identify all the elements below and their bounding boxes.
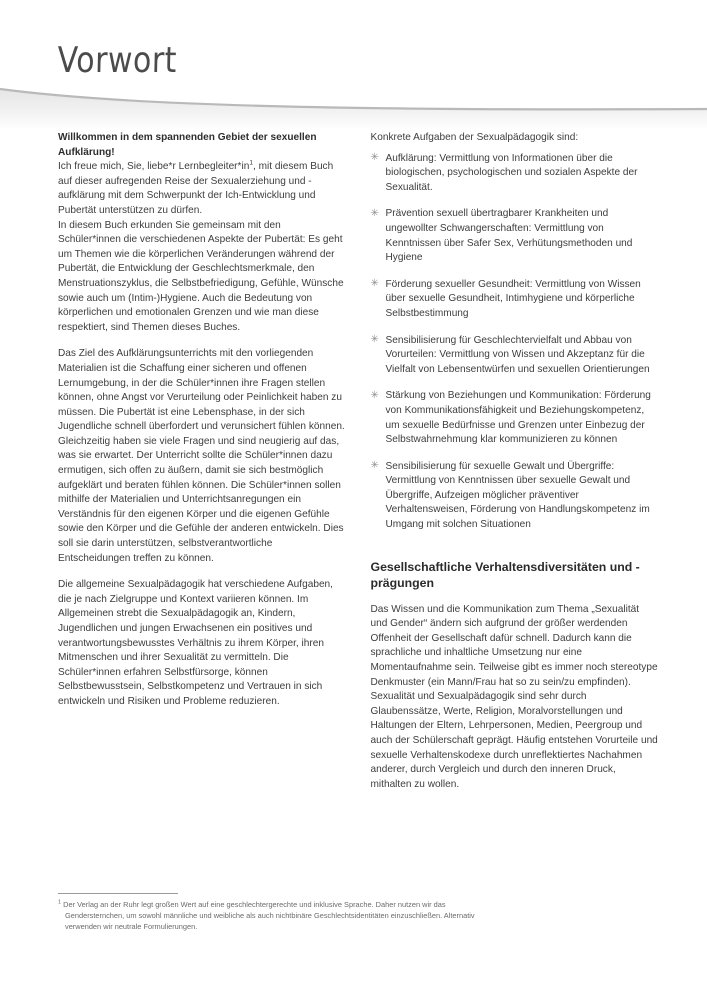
page-title: Vorwort [57,40,178,82]
section-paragraph: Das Wissen und die Kommunikation zum Thema „Sexualität und Gender“ ändern sich aufgrund der größer werdenden Offenheit der Gesellschaft dafür schnell. Dadurch kann die sprachliche und inhaltliche Umsetzung nur eine Momentaufnahme sein. Teilweise gibt es immer noch stereotype Denkmuster (ein Mann/Frau hat so zu sein/zu empfinden). Sexualität und Sexualpädagogik sind sehr durch Glaubenssätze, Werte, Religion, Moralvorstellungen und Haltungen der Eltern, Lehrpersonen, Medien, Peergroup und auch der Schülerschaft geprägt. Häufig entstehen Vorurteile und sexuelle Verhaltenskodexe durch unreflektiertes Nachahmen anderer, durch Vergleich und durch den inneren Druck, mithalten zu wollen. [370,603,658,790]
list-item [371,152,659,196]
list-item-text: Stärkung von Beziehungen und Kommunikation: Förderung von Kommunikationsfähigkeit und Beziehungskompetenz, um sexuelle Bedürfnisse und Grenzen unter Einbezug der Selbstwahrnehmung klar kommunizieren zu können [385,390,651,446]
page-header [0,0,707,130]
intro-text-before-footnote: Ich freue mich, Sie, liebe*r Lernbegleiter*in [58,161,250,173]
list-item-text: Sensibilisierung für sexuelle Gewalt und Übergriffe: Vermittlung von Kenntnissen über sexuelle Gewalt und Übergriffe, Aufzeigen möglicher präventiver Verhaltensweisen, Förderung von Handlungskompetenz im Umgang mit solchen Situationen [385,460,650,531]
intro-paragraph [58,160,346,218]
tasks-list [371,152,659,533]
list-item [371,389,659,447]
list-item-text: Aufklärung: Vermittlung von Informationen über die biologischen, psychologischen und sozialen Aspekte der Sexualität. [385,152,638,193]
list-item-text: Prävention sexuell übertragbarer Krankheiten und ungewollter Schwangerschaften: Vermittlung von Kenntnissen über Safer Sex, Verhütungsmethoden und Hygiene [385,208,633,264]
right-column [371,131,659,792]
asterisk-bullet-icon: ✳ [370,334,379,346]
footnote-marker: 1 [58,899,62,906]
left-paragraph-1: In diesem Buch erkunden Sie gemeinsam mit den Schüler*innen die verschiedenen Aspekte der Pubertät: Es geht um Themen wie die körperlichen Veränderungen während der Pubertät, die Entwicklung der Geschlechtsmerkmale, den Menstruationszyklus, die Selbstbefriedigung, Gefühle, Wünsche sowie auch um (Intim-)Hygiene. Auch die Bedeutung von körperlichen und emotionalen Grenzen und wie man diese respektiert, sind Themen dieses Buches. [58,219,344,333]
asterisk-bullet-icon: ✳ [370,460,379,472]
footnote-divider [58,893,178,894]
list-item [371,334,659,378]
footnote-content [58,899,478,933]
left-paragraph-2: Das Ziel des Aufklärungsunterrichts mit den vorliegenden Materialien ist die Schaffung einer sicheren und offenen Lernumgebung, in der die Schüler*innen ihre Fragen stellen können, ohne Angst vor Verurteilung oder Peinlichkeit haben zu müssen. Die Pubertät ist eine Lebensphase, in der sich Jugendliche schnell überfordert und verunsichert fühlen können. Gleichzeitig haben sie viele Fragen und sind neugierig auf das, was sie erwartet. Der Unterricht sollte die Schüler*innen dazu ermutigen, sich offen zu äußern, damit sie sich bestmöglich aufgeklärt und beraten fühlen können. Die Schüler*innen sollen mithilfe der Materialien und Unterrichtsanregungen ein Verständnis für den eigenen Körper und die eigenen Gefühle sowie den Körper und die Gefühle der anderen entwickeln. Dies soll sie darin unterstützen, selbstverantwortliche Entscheidungen treffen zu können. [58,348,345,564]
left-paragraph-3: Die allgemeine Sexualpädagogik hat verschiedene Aufgaben, die je nach Zielgruppe und Kontext variieren können. Im Allgemeinen strebt die Sexualpädagogik an, Kindern, Jugendlichen und jungen Erwachsenen ein positives und verantwortungsbewusstes Verhältnis zu ihrem Körper, ihren Mitmenschen und ihrer Sexualität zu vermitteln. Die Schüler*innen erfahren Selbstfürsorge, können Selbstbewusstsein, Selbstkompetenz und Vertrauen in sich entwickeln und Risiken und Probleme reduzieren. [58,579,333,707]
intro-text-after-footnote: , mit diesem Buch auf dieser aufregenden Reise der Sexualerziehung und -aufklärung mit dem Schwerpunkt der Ich-Entwicklung und Pubertät unterstützen zu dürfen. [58,161,334,216]
list-item [371,460,659,533]
asterisk-bullet-icon: ✳ [370,152,379,164]
footnote-body-text: Der Verlag an der Ruhr legt großen Wert auf eine geschlechtergerechte und inklusive Sprache. Daher nutzen wir das Gendersternchen, um sowohl männliche und weibliche als auch nichtbinäre Geschlechtsidentitäten einzuschließen. Alternativ verwenden wir neutrale Formulierungen. [61,900,475,932]
left-column [58,131,346,792]
asterisk-bullet-icon: ✳ [370,278,379,290]
content-columns [58,131,658,792]
welcome-heading: Willkommen in dem spannenden Gebiet der sexuellen Aufklärung! [58,132,317,158]
tasks-intro-text: Konkrete Aufgaben der Sexualpädagogik sind: [370,132,579,143]
asterisk-bullet-icon: ✳ [370,389,379,401]
list-item [371,207,659,265]
list-item-text: Förderung sexueller Gesundheit: Vermittlung von Wissen über sexuelle Gesundheit, Intimhygiene und körperliche Selbstbestimmung [385,278,641,319]
list-item-text: Sensibilisierung für Geschlechtervielfalt und Abbau von Vorurteilen: Vermittlung von Wissen und Akzeptanz für die Vielfalt von Lebensentwürfen und sexuellen Orientierungen [385,334,650,375]
list-item [371,278,659,322]
footnote-reference-marker: 1 [249,159,253,167]
footnote-block [58,893,478,933]
section-heading: Gesellschaftliche Verhaltensdiversitäten und -prägungen [370,559,640,591]
asterisk-bullet-icon: ✳ [370,207,379,219]
